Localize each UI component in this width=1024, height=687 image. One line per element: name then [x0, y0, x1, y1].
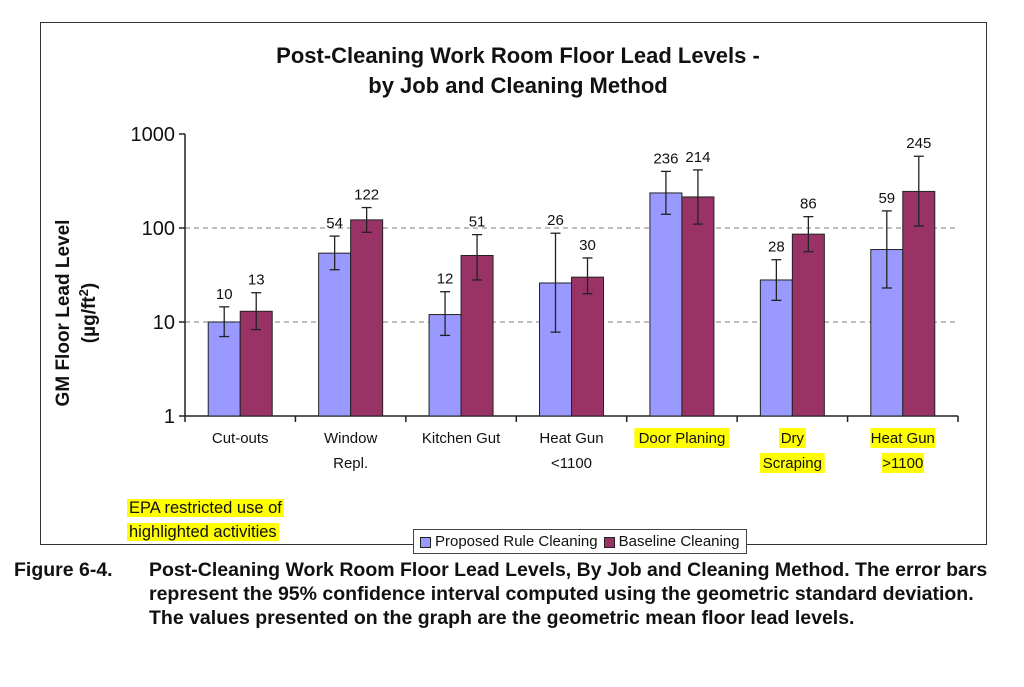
category-label-4-0: Door Planing: [638, 430, 726, 447]
plot-area: [131, 124, 959, 473]
bar-proposed-4: [650, 193, 682, 416]
data-label-baseline-2: 51: [468, 213, 486, 231]
category-label-6-0: Heat Gun: [870, 430, 935, 447]
category-label-6-1: >1100: [882, 455, 924, 472]
data-label-baseline-4: 214: [685, 148, 711, 166]
data-label-proposed-1: 54: [326, 215, 343, 233]
y-axis-title: [53, 220, 100, 407]
bar-proposed-1: [319, 253, 351, 416]
category-label-1-1: Repl.: [333, 455, 369, 472]
data-label-proposed-3: 26: [547, 212, 564, 230]
y-axis-title-line-2: $(\mu g/ft^2)$: [76, 282, 100, 344]
bar-baseline-1: [351, 220, 383, 416]
data-label-baseline-1: 122: [354, 186, 380, 204]
data-label-baseline-0: 13: [247, 271, 265, 289]
category-label-3-1: <1100: [550, 455, 593, 472]
category-label-5-1: Scraping: [762, 455, 822, 472]
category-label-1-0: Window: [323, 430, 378, 447]
legend: [413, 529, 747, 554]
data-label-proposed-2: 12: [436, 270, 454, 288]
category-label-0-0: Cut-outs: [211, 430, 269, 447]
y-axis-title-line-1: GM Floor Lead Level: [53, 219, 74, 407]
data-label-baseline-6: 245: [906, 135, 932, 153]
chart-title-line-2: by Job and Cleaning Method: [368, 73, 668, 98]
note-line-1: EPA restricted use of: [129, 499, 282, 517]
y-tick-label-1: 1: [163, 406, 175, 428]
note-line-2: highlighted activities: [129, 523, 277, 541]
figure-caption-text: Post-Cleaning Work Room Floor Lead Levels, By Job and Cleaning Method. The error bars represent the 95% confidence interval computed using the geometric standard deviation. The values presented on the graph are the geometric mean floor lead levels.: [149, 559, 988, 629]
y-tick-label-100: 100: [141, 218, 175, 240]
legend-swatch-baseline: [604, 537, 615, 548]
legend-item-baseline: [604, 533, 740, 550]
category-label-3-0: Heat Gun: [539, 430, 604, 447]
category-label-5-0: Dry: [780, 430, 805, 447]
bar-baseline-5: [792, 234, 824, 416]
figure-number: Figure 6-4.: [14, 559, 113, 581]
data-label-proposed-5: 28: [768, 238, 785, 256]
legend-item-proposed: [420, 533, 598, 550]
data-label-proposed-4: 236: [653, 150, 679, 168]
bar-baseline-3: [572, 277, 604, 416]
legend-label-proposed: Proposed Rule Cleaning: [435, 533, 598, 550]
chart-plot: [41, 23, 986, 544]
category-label-2-0: Kitchen Gut: [421, 430, 501, 447]
y-tick-label-1000: 1000: [130, 124, 175, 146]
legend-label-baseline: Baseline Cleaning: [618, 533, 740, 550]
legend-swatch-proposed: [420, 537, 431, 548]
restricted-use-note: [127, 496, 284, 544]
chart-frame: [40, 22, 987, 550]
bar-baseline-4: [682, 197, 714, 416]
y-tick-label-10: 10: [152, 312, 175, 334]
data-label-baseline-3: 30: [579, 236, 596, 254]
data-label-proposed-6: 59: [878, 189, 896, 207]
data-label-baseline-5: 86: [800, 195, 817, 213]
data-label-proposed-0: 10: [215, 285, 233, 303]
chart-title-line-1: Post-Cleaning Work Room Floor Lead Levels -: [276, 43, 760, 68]
